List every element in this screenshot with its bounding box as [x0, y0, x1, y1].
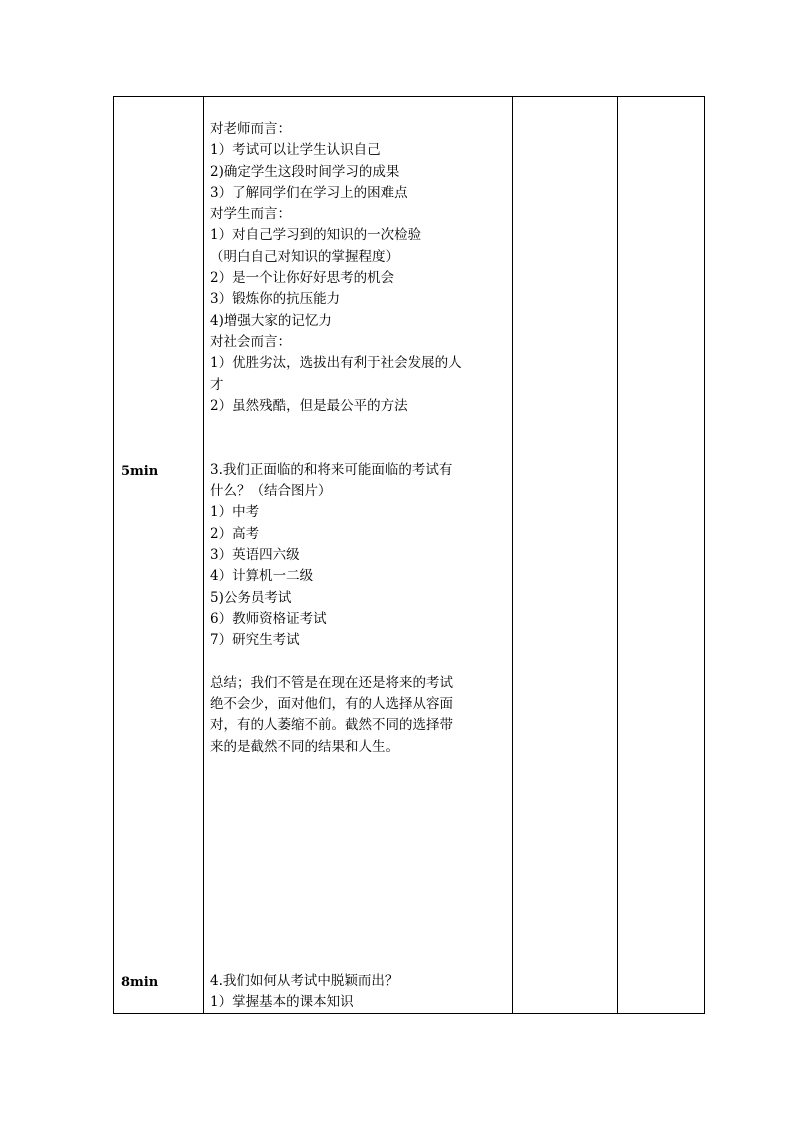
text-line: 3）了解同学们在学习上的困难点: [210, 184, 408, 201]
text-line: 来的是截然不同的结果和人生。: [210, 738, 399, 755]
lesson-content-q4: [210, 971, 510, 1014]
text-line: 3）锻炼你的抗压能力: [210, 291, 341, 308]
text-line: 对老师而言：: [210, 121, 291, 137]
column-divider: [512, 97, 513, 1013]
text-line: 7）研究生考试: [210, 632, 300, 649]
text-line: （明白自己对知识的掌握程度）: [210, 248, 399, 265]
text-line: 绝不会少，面对他们，有的人选择从容面: [210, 696, 453, 713]
text-line: 1）对自己学习到的知识的一次检验: [210, 227, 422, 244]
text-line: 5)公务员考试: [210, 589, 292, 606]
text-line: 才: [210, 376, 224, 393]
text-line: 1）考试可以让学生认识自己: [210, 142, 381, 159]
column-divider: [203, 97, 204, 1013]
time-label: 8min: [121, 975, 159, 990]
column-divider: [617, 97, 618, 1013]
text-line: 总结；我们不管是在现在还是将来的考试: [210, 674, 453, 691]
text-line: 2）虽然残酷，但是最公平的方法: [210, 397, 408, 414]
lesson-content: [210, 119, 510, 758]
text-line: 1）掌握基本的课本知识: [210, 994, 354, 1011]
text-line: 4）计算机一二级: [210, 568, 314, 585]
text-line: 什么？（结合图片）: [210, 483, 332, 500]
text-line: 6）教师资格证考试: [210, 610, 327, 627]
text-line: 4)增强大家的记忆力: [210, 312, 332, 329]
text-line: 2）高考: [210, 525, 260, 542]
text-line: 4.我们如何从考试中脱颖而出？: [210, 973, 399, 989]
text-line: 1）中考: [210, 504, 260, 521]
text-line: 3.我们正面临的和将来可能面临的考试有: [210, 461, 453, 478]
text-line: 3）英语四六级: [210, 546, 300, 563]
text-line: 对社会而言：: [210, 333, 291, 350]
text-line: 2)确定学生这段时间学习的成果: [210, 163, 400, 180]
text-line: 对，有的人萎缩不前。截然不同的选择带: [210, 717, 453, 734]
text-line: 2）是一个让你好好思考的机会: [210, 270, 395, 287]
text-line: 对学生而言：: [210, 206, 291, 223]
text-line: 1）优胜劣汰，选拔出有利于社会发展的人: [210, 355, 462, 372]
lesson-table: [113, 96, 705, 1014]
time-label: 5min: [121, 464, 159, 479]
